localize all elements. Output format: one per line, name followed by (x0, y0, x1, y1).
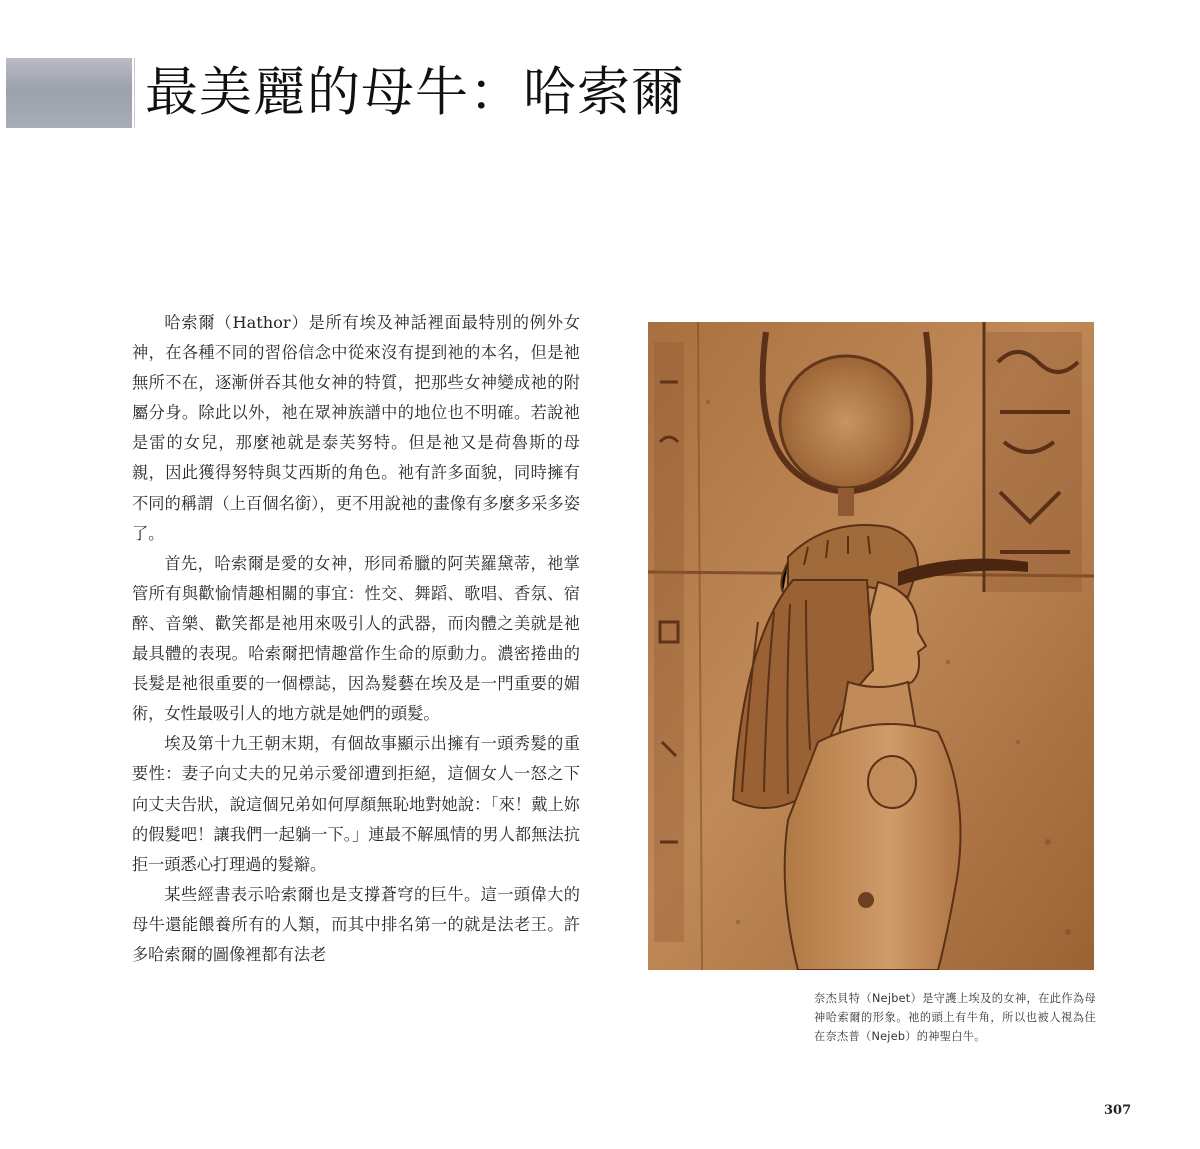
body-text (132, 308, 580, 970)
figure-caption: 奈杰貝特（Nejbet）是守護上埃及的女神，在此作為母神哈索爾的形象。祂的頭上有牛角，所以也被人視為住在奈杰普（Nejeb）的神聖白牛。 (814, 992, 1096, 1043)
page-number: 307 (1104, 1103, 1132, 1118)
chapter-title-bar (6, 58, 132, 128)
hathor-relief-image (648, 322, 1094, 970)
title-divider (134, 58, 135, 128)
paragraph-3: 埃及第十九王朝末期，有個故事顯示出擁有一頭秀髮的重要性：妻子向丈夫的兄弟示愛卻遭到拒絕，這個女人一怒之下向丈夫告狀，說這個兄弟如何厚顏無恥地對她說：「來！戴上妳的假髮吧！讓我們一起躺一下。」連最不解風情的男人都無法抗拒一頭悉心打理過的髮辮。 (132, 734, 580, 874)
paragraph-1: 哈索爾（Hathor）是所有埃及神話裡面最特別的例外女神，在各種不同的習俗信念中從來沒有提到祂的本名，但是祂無所不在，逐漸併吞其他女神的特質，把那些女神變成祂的附屬分身。除此以外，祂在眾神族譜中的地位也不明確。若說祂是雷的女兒，那麼祂就是泰芙努特。但是祂又是荷魯斯的母親，因此獲得努特與艾西斯的角色。祂有許多面貌，同時擁有不同的稱謂（上百個名銜），更不用說祂的畫像有多麼多采多姿了。 (132, 313, 580, 543)
paragraph-2: 首先，哈索爾是愛的女神，形同希臘的阿芙羅黛蒂，祂掌管所有與歡愉情趣相關的事宜：性交、舞蹈、歌唱、香氛、宿醉、音樂、歡笑都是祂用來吸引人的武器，而肉體之美就是祂最具體的表現。哈索爾把情趣當作生命的原動力。濃密捲曲的長髮是祂很重要的一個標誌，因為髮藝在埃及是一門重要的媚術，女性最吸引人的地方就是她們的頭髮。 (132, 553, 580, 724)
paragraph-4: 某些經書表示哈索爾也是支撐蒼穹的巨牛。這一頭偉大的母牛還能餵養所有的人類，而其中排名第一的就是法老王。許多哈索爾的圖像裡都有法老 (132, 884, 580, 964)
chapter-title: 最美麗的母牛：哈索爾 (145, 62, 685, 123)
relief-photo (648, 322, 1094, 970)
